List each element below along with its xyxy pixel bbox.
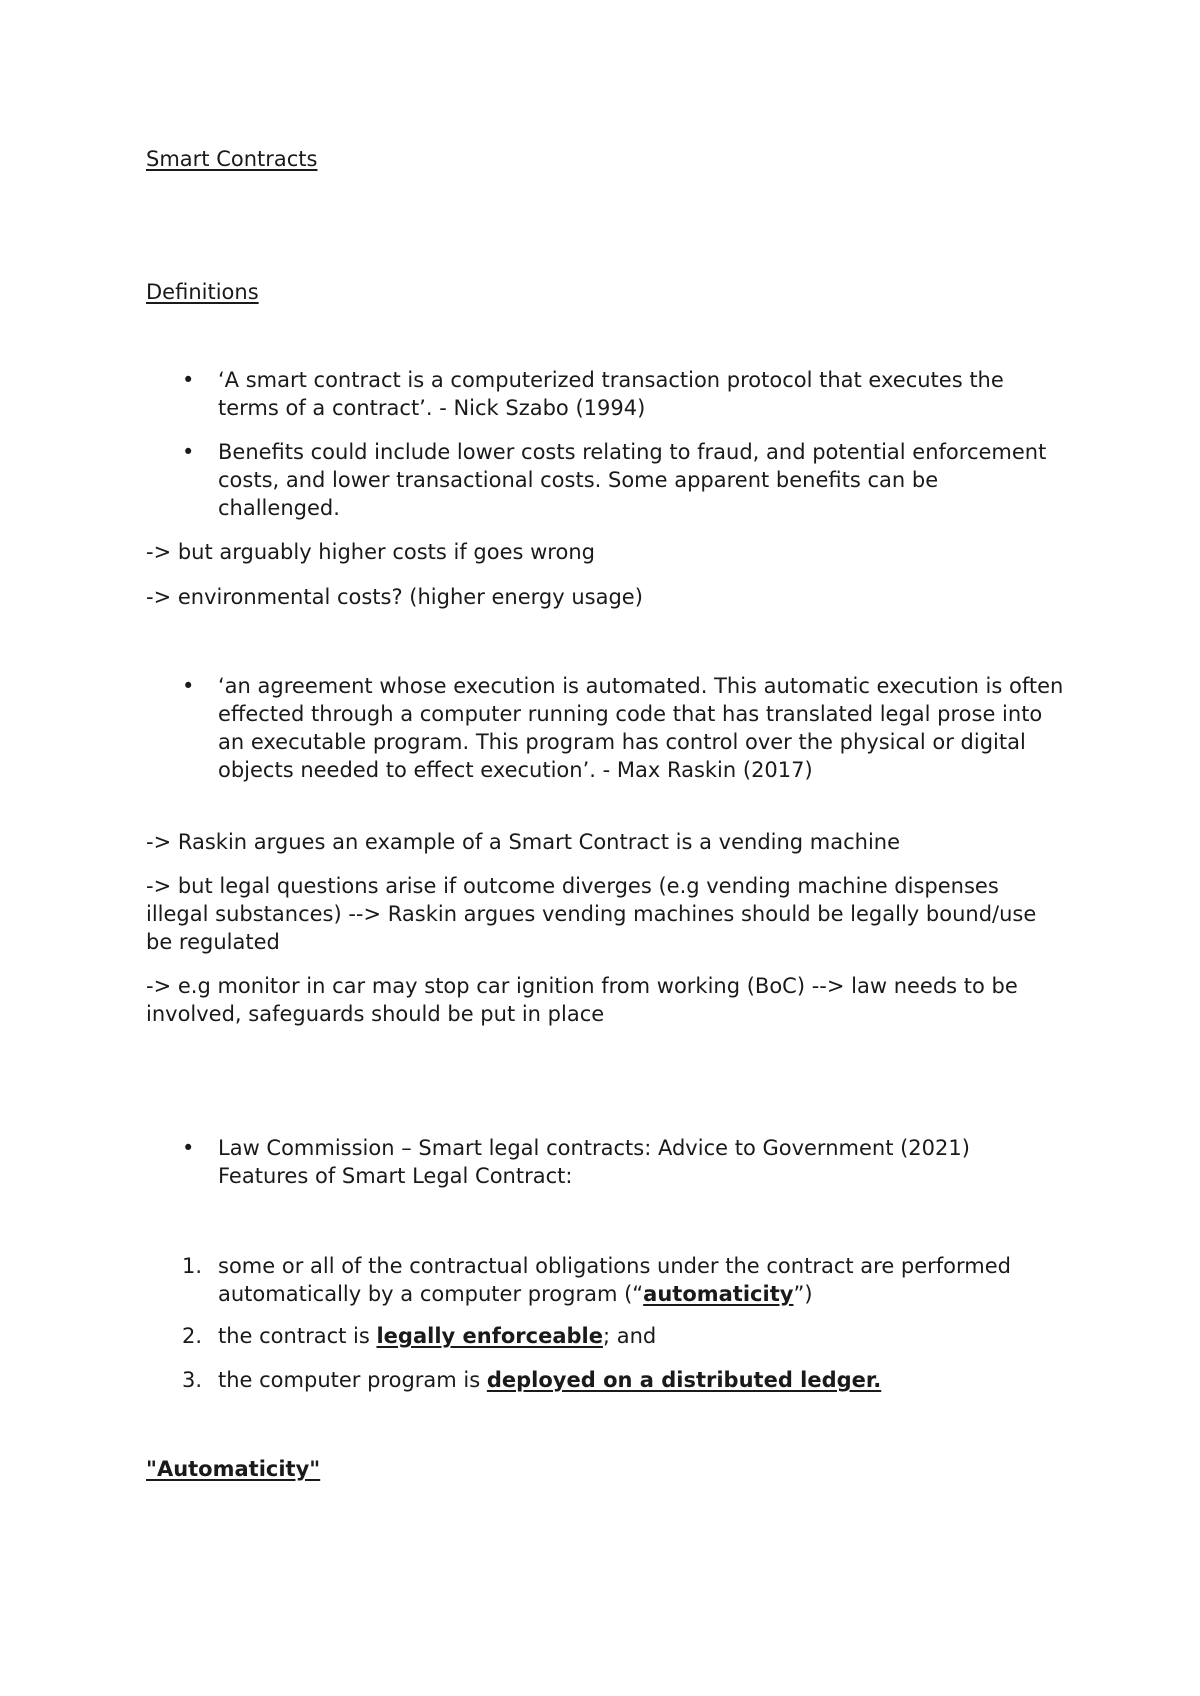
list-number: 1. [182,1254,203,1278]
bullet-szabo-definition [182,366,1066,422]
note-environmental-costs: -> environmental costs? (higher energy usage) [146,585,643,609]
item-text-after: ; and [602,1324,657,1348]
list-number: 2. [182,1324,203,1348]
numbered-item-automaticity [182,1252,1066,1308]
note-legal-questions: -> but legal questions arise if outcome diverges (e.g vending machine dispenses illegal substances) --> Raskin argues vending machines should be legally bound/use be regulated [146,874,1037,954]
item-emphasis: legally enforceable [376,1324,603,1348]
bullet-text: ‘A smart contract is a computerized transaction protocol that executes the terms of a contract’. - Nick Szabo (1994) [218,368,1004,420]
bullet-text: Benefits could include lower costs relating to fraud, and potential enforcement costs, and lower transactional costs. Some apparent benefits can be challenged. [218,440,1047,520]
bullet-icon: • [182,440,195,464]
bullet-text-line1: Law Commission – Smart legal contracts: Advice to Government (2021) [218,1136,970,1160]
bullet-benefits [182,438,1066,522]
bullet-icon: • [182,674,195,698]
bullet-icon: • [182,1136,195,1160]
item-text-before: some or all of the contractual obligations under the contract are performed automatically by a computer program (“ [218,1254,1012,1306]
item-text-before: the computer program is [218,1368,487,1392]
list-number: 3. [182,1368,203,1392]
note-vending-machine: -> Raskin argues an example of a Smart Contract is a vending machine [146,830,901,854]
document-title: Smart Contracts [146,147,318,171]
item-text-before: the contract is [218,1324,377,1348]
note-higher-costs: -> but arguably higher costs if goes wrong [146,540,595,564]
bullet-text-line2: Features of Smart Legal Contract: [218,1164,573,1188]
numbered-item-distributed-ledger [182,1366,1066,1394]
bullet-law-commission [182,1134,1066,1190]
bullet-raskin-definition [182,672,1066,784]
note-car-monitor: -> e.g monitor in car may stop car ignition from working (BoC) --> law needs to be involved, safeguards should be put in place [146,974,1018,1026]
bullet-text: ‘an agreement whose execution is automated. This automatic execution is often effected through a computer running code that has translated legal prose into an executable program. This program has control over the physical or digital objects needed to effect execution’. - Max Raskin (2017) [218,674,1064,782]
bullet-icon: • [182,368,195,392]
definitions-heading: Definitions [146,280,259,304]
item-emphasis: automaticity [643,1282,794,1306]
item-emphasis: deployed on a distributed ledger. [486,1368,882,1392]
item-text-after: ”) [793,1282,813,1306]
numbered-item-enforceable [182,1322,1066,1350]
section-heading-automaticity: "Automaticity" [146,1457,321,1481]
